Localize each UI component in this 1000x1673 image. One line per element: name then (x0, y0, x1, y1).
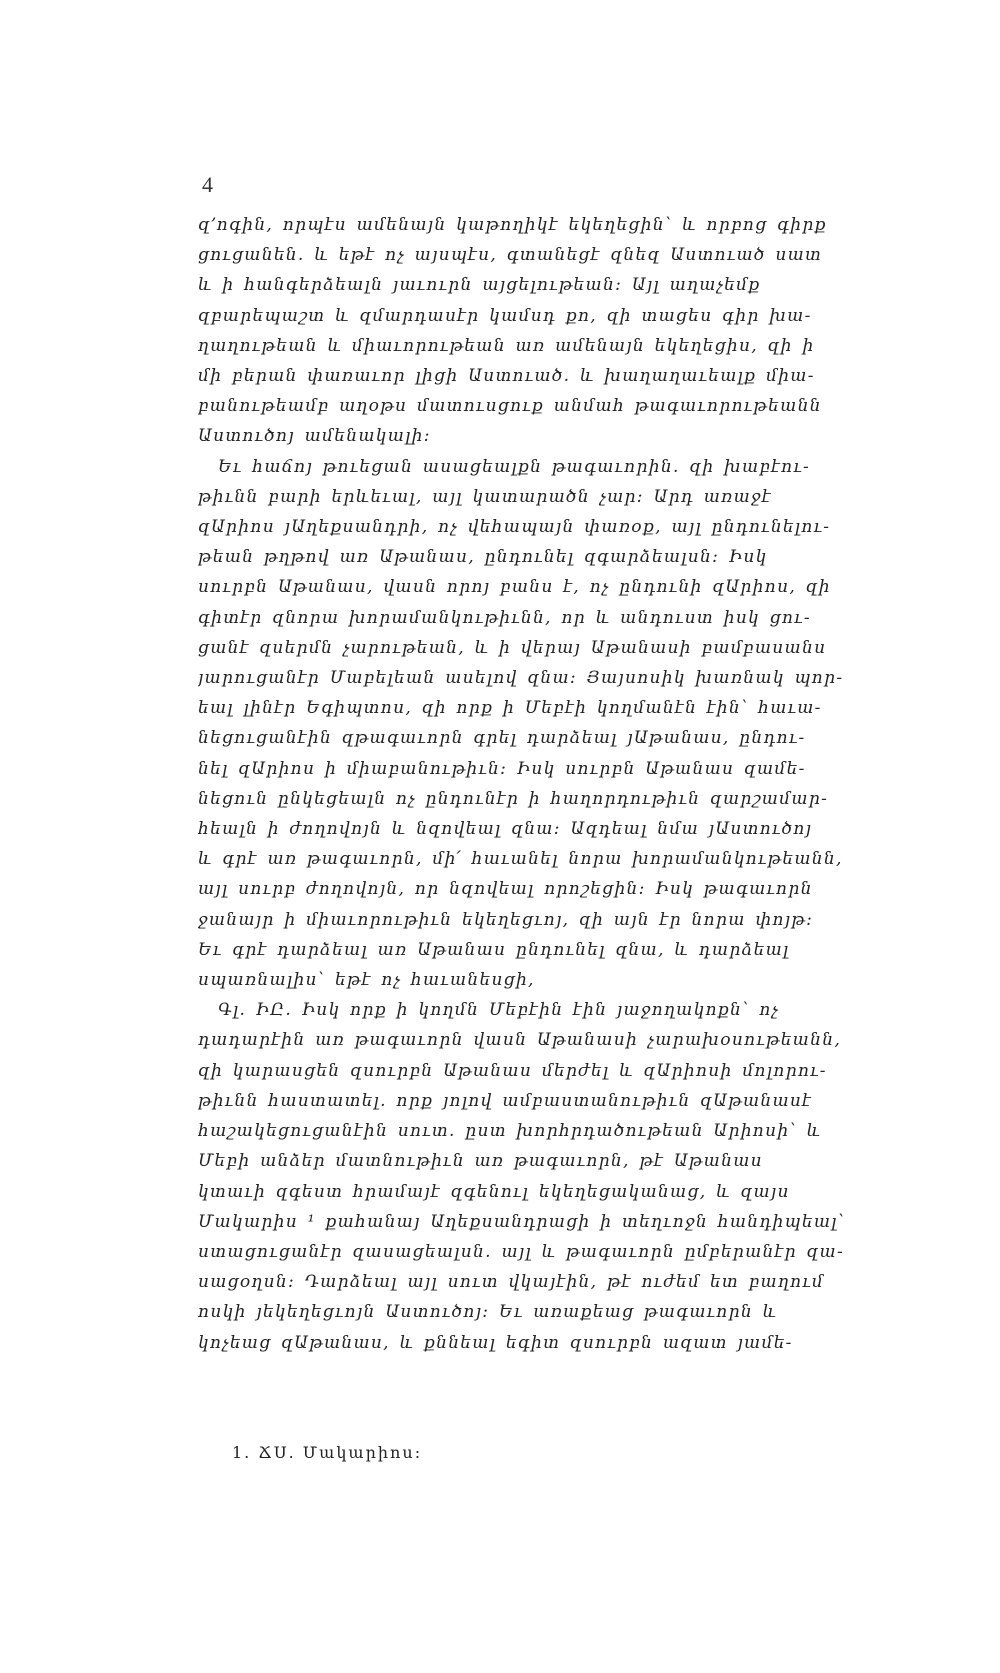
text-line: զ՚ոգին, որպէս ամենայն կաթողիկէ եկեղեցին՝ և որբոց գիրք (198, 215, 827, 235)
text-line: Գլ. ԻԸ. Իսկ որք ի կողմն Մեբէին էին յաջողակոքն՝ ոչ (218, 1000, 780, 1021)
paragraph (198, 210, 898, 452)
text-line: սպառնալիս՝ եթէ ոչ հաւանեսցի, (198, 970, 535, 991)
text-line: սացօղսն։ Դարձեալ այլ սուտ վկայէին, թէ ուժեմ ետ բաղում (198, 1272, 825, 1293)
text-line: ցանէ զսերմն չարութեան, և ի վերայ Աթանասի բամբասանս (198, 637, 827, 658)
text-line: ցուցանեն. և եթէ ոչ այսպէս, գտանեցէ զնեզ Աստուած սատ (198, 245, 823, 266)
text-line: Եւ գրէ դարձեալ առ Աթանաս ընդունել զնա, և դարձեալ (198, 939, 790, 960)
text-line: ստացուցանէր զասացեալսն. այլ և թագաւորն ըմբերանէր զա- (198, 1241, 844, 1262)
text-line: նեցուցանէին զթագաւորն գրել դարձեալ յԱթանաս, ընդու- (198, 728, 806, 749)
page-number: 4 (202, 172, 213, 197)
footnote: 1. ՃՍ. Մակարիոս։ (232, 1443, 423, 1462)
text-line: դադարէին առ թագաւորն վասն Աթանասի չարախօսութեանն, (198, 1030, 842, 1051)
text-line: զԱրիոս յԱղեքսանդրի, ոչ վեհապայն փառօք, այլ ընդունելու- (198, 517, 831, 538)
text-line: զի կարասցեն զսուրբն Աթանաս մերժել և զԱրիոսի մոլորու- (198, 1060, 827, 1081)
text-line: այլ սուրբ ժողովոյն, որ նզովեալ որոշեցին։ Իսկ թագաւորն (198, 879, 813, 900)
text-line: ոսկի յեկեղեցւոյն Աստուծոյ։ Եւ առաքեաց թագաւորն և (198, 1302, 778, 1323)
text-line: Եւ հաճոյ թուեցան ասացեալքն թագաւորին. զի խաբէու- (218, 456, 811, 477)
text-line: յարուցանէր Մաբելեան ասելով զնա։ Յայսոսիկ խառնակ պոր- (198, 668, 844, 689)
text-line: նեցուն ընկեցեալն ոչ ընդունէր ի հաղորդութիւն զարշամար- (198, 788, 829, 809)
text-line: Մակարիս ¹ քահանայ Աղեքսանդրացի ի տեղւոջն հանդիպեալ՝ (198, 1211, 846, 1232)
text-line: Մեբի անձեր մատնութիւն առ թագաւորն, թէ Աթանաս (198, 1151, 763, 1172)
text-line: բանութեամբ աղօթս մատուսցուք անմահ թագաւորութեանն (198, 396, 822, 417)
text-line: զբարեպաշտ և զմարդասէր կամսդ քո, զի տացես գիր խա- (198, 305, 812, 326)
text-line: ղաղութեան և միաւորութեան առ ամենայն եկեղեցիս, զի ի (198, 335, 815, 356)
text-line: թիւնն հաստատել. որք յոլով ամբաստանութիւն զԱթանասէ (198, 1090, 813, 1111)
text-line: գիտէր զնորա խորամանկութիւնն, որ և անդուստ իսկ ցու- (198, 607, 811, 628)
text-line: հաշակեցուցանէին սուտ. ըստ խորհրդածութեան Արիոսի՝ և (198, 1121, 822, 1142)
text-line: և գրէ առ թագաւորն, մի՛ հաւանել նորա խորամանկութեանն, (198, 849, 843, 870)
text-line: սուրբն Աթանաս, վասն որոյ բանս է, ոչ ընդունի զԱրիոս, զի (198, 577, 831, 598)
paragraph (198, 995, 898, 1357)
text-line: կոչեաց զԱթանաս, և քննեալ եգիտ զսուրբն ազատ յամե- (198, 1332, 793, 1353)
text-line: եալ լինէր Եգիպտոս, զի որք ի Մեբէի կողմանէն էին՝ հաւա- (198, 698, 822, 719)
text-line: նել զԱրիոս ի միաբանութիւն։ Իսկ սուրբն Աթանաս զամե- (198, 758, 806, 779)
text-line: մի բերան փառաւոր լիցի Աստուած. և խաղաղաւեալք միա- (198, 366, 815, 387)
body-text (198, 210, 898, 1358)
text-line: Աստուծոյ ամենակալի։ (198, 426, 431, 447)
paragraph (198, 452, 898, 996)
text-line: թիւնն բարի երևեւալ, այլ կատարածն չար։ Արդ առաջէ (198, 486, 772, 507)
text-line: ջանայր ի միաւորութիւն եկեղեցւոյ, զի այն էր նորա փոյթ։ (198, 909, 814, 930)
text-line: թեան թղթով առ Աթանաս, ընդունել զգարձեալսն։ Իսկ (198, 547, 768, 568)
text-line: և ի հանգերձեալն յաւուրն այցելութեան։ Այլ աղաչեմք (198, 275, 761, 296)
text-line: կտաւի զգեստ հրամայէ զգենուլ եկեղեցականաց, և զայս (198, 1181, 790, 1202)
text-line: հեալն ի ժողովոյն և նզովեալ զնա։ Ազդեալ նմա յԱստուծոյ (198, 819, 813, 840)
